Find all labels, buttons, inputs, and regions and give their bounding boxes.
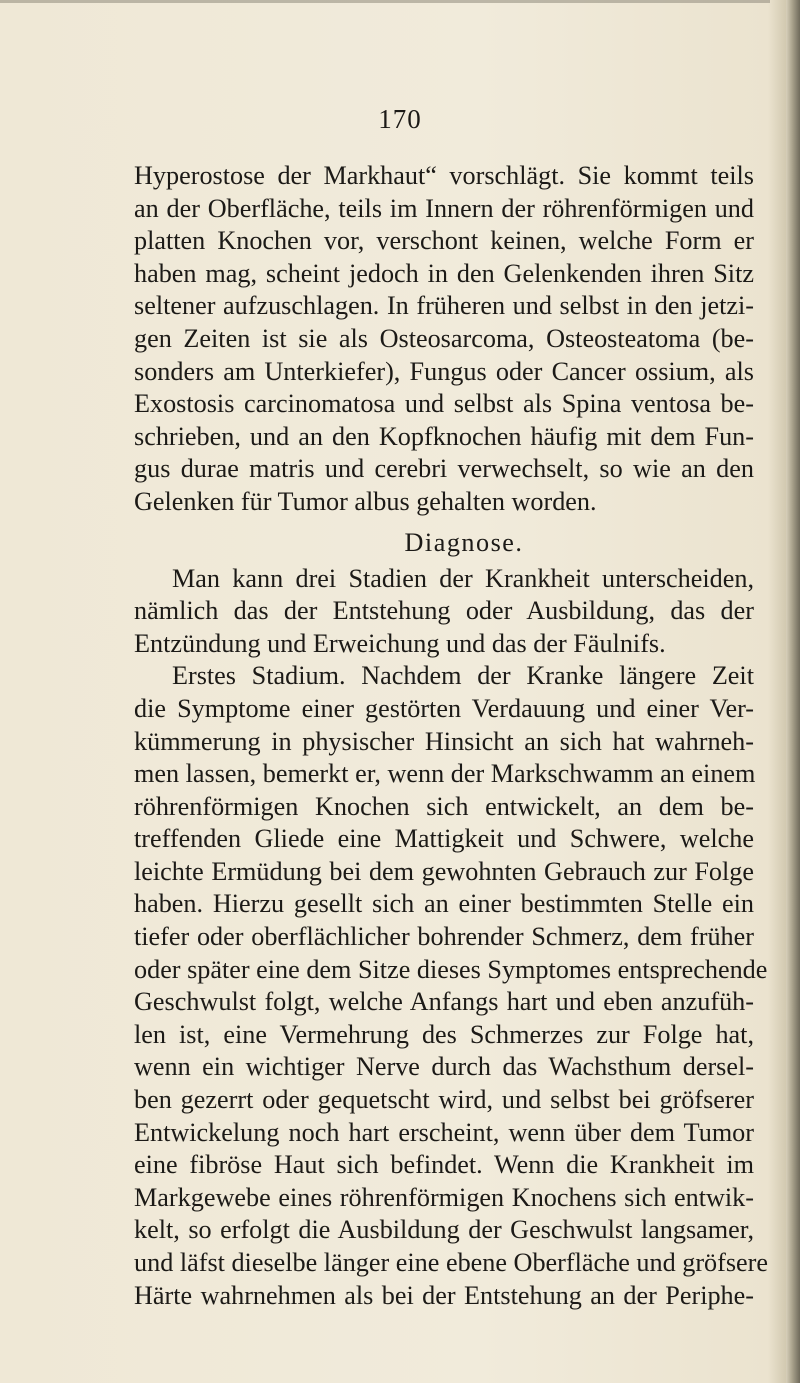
text-line: eine fibröse Haut sich befindet. Wenn die Krankheit im xyxy=(134,1150,754,1180)
text-line: seltener aufzuschlagen. In früheren und selbst in den jetzi- xyxy=(134,291,754,321)
page-number: 170 xyxy=(378,104,422,134)
text-line: gen Zeiten ist sie als Osteosarcoma, Osteosteatoma (be- xyxy=(134,323,754,353)
text-line: schrieben, und an den Kopfknochen häufig mit dem Fun- xyxy=(134,421,754,451)
text-line: haben. Hierzu gesellt sich an einer bestimmten Stelle ein xyxy=(134,889,754,919)
text-line: röhrenförmigen Knochen sich entwickelt, an dem be- xyxy=(134,791,754,821)
text-line: kümmerung in physischer Hinsicht an sich hat wahrneh- xyxy=(134,726,754,756)
text-line: platten Knochen vor, verschont keinen, welche Form er xyxy=(134,226,754,256)
text-line: ben gezerrt oder gequetscht wird, und selbst bei gröfserer xyxy=(134,1085,754,1115)
text-line: haben mag, scheint jedoch in den Gelenkenden ihren Sitz xyxy=(134,258,754,288)
text-line: len ist, eine Vermehrung des Schmerzes zur Folge hat, xyxy=(134,1019,754,1049)
page-body xyxy=(134,160,769,1312)
text-line: Hyperostose der Markhaut“ vorschlägt. Sie kommt teils xyxy=(134,161,754,190)
text-line: nämlich das der Entstehung oder Ausbildung, das der xyxy=(134,596,754,626)
text-line: und läfst dieselbe länger eine ebene Oberfläche und gröfsere xyxy=(134,1248,769,1277)
text-line: gus durae matris und cerebri verwechselt, so wie an den xyxy=(134,454,754,484)
section-heading: Diagnose. xyxy=(404,527,524,557)
text-line: leichte Ermüdung bei dem gewohnten Gebrauch zur Folge xyxy=(134,856,754,886)
text-line: die Symptome einer gestörten Verdauung und einer Ver- xyxy=(134,693,754,723)
text-line: wenn ein wichtiger Nerve durch das Wachsthum dersel- xyxy=(134,1052,754,1082)
text-line: oder später eine dem Sitze dieses Symptomes entsprechende xyxy=(134,954,768,984)
text-line: Erstes Stadium. Nachdem der Kranke längere Zeit xyxy=(172,661,754,691)
text-line: Gelenken für Tumor albus gehalten worden. xyxy=(134,486,597,516)
text-line: tiefer oder oberflächlicher bohrender Schmerz, dem früher xyxy=(134,922,754,952)
text-line: Exostosis carcinomatosa und selbst als Spina ventosa be- xyxy=(134,389,754,419)
text-line: Entzündung und Erweichung und das der Fäulnifs. xyxy=(134,628,666,658)
text-line: Geschwulst folgt, welche Anfangs hart und eben anzufüh- xyxy=(134,987,754,1017)
text-line: Härte wahrnehmen als bei der Entstehung an der Periphe- xyxy=(134,1280,754,1310)
text-line: Entwickelung noch hart erscheint, wenn über dem Tumor xyxy=(134,1117,754,1147)
page-gutter-edge xyxy=(786,0,800,1383)
text-line: treffenden Gliede eine Mattigkeit und Schwere, welche xyxy=(134,824,754,854)
text-line: Markgewebe eines röhrenförmigen Knochens sich entwik- xyxy=(134,1182,754,1212)
text-line: men lassen, bemerkt er, wenn der Markschwamm an einem xyxy=(134,759,756,789)
top-edge-rule xyxy=(0,0,770,3)
text-line: sonders am Unterkiefer), Fungus oder Cancer ossium, als xyxy=(134,356,754,386)
text-line: Man kann drei Stadien der Krankheit unterscheiden, xyxy=(172,563,754,593)
text-line: kelt, so erfolgt die Ausbildung der Geschwulst langsamer, xyxy=(134,1215,754,1245)
text-line: an der Oberfläche, teils im Innern der röhrenförmigen und xyxy=(134,193,754,223)
